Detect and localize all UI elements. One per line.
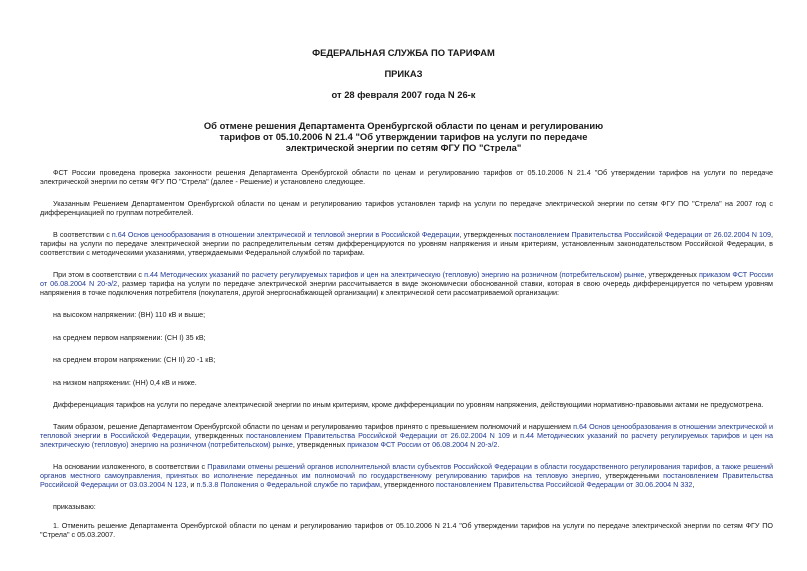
title-line: Об отмене решения Департамента Оренбургской области по ценам и регулированию [203,120,604,131]
text-run: , размер тарифа на услуги по передаче электрической энергии рассчитывается в виде экономически обоснованной ставки, которая в свою очередь дифференцируется по четырем уровням напряжения в точке подключения потребителя (покупателя, другой энергоснабжающей организации) к электрической сети рассматриваемой организации: [40,279,773,298]
document-date: от 28 февраля 2007 года N 26-к [331,89,476,100]
link-methodical-guidelines[interactable]: п.44 Методических указаний по расчету регулируемых тарифов и цен на электрическую (тепловую) энергию на розничном (потребительском) рынке [144,269,645,279]
text-run: , и [186,480,197,490]
text-run: , утвержденного [379,480,436,490]
link-fst-order-20e2[interactable]: приказом ФСТ России от 06.08.2004 N 20-э/2 [40,269,773,289]
text-run: , утвержденных [292,439,348,449]
paragraph-order-item-1: 1. Отменить решение Департамента Оренбургской области по ценам и регулированию тарифов от 05.10.2006 N 21.4 "Об утверждении тарифов на услуги по передаче электрической энергии по сетям ФГУ ПО "Стрела" с 05.03.2007. [40,520,773,540]
link-government-decree-109[interactable]: постановлением Правительства Российской Федерации от 26.02.2004 N 109 [513,229,772,239]
link-government-decree-123[interactable]: постановлением Правительства Российской Федерации от 03.03.2004 N 123 [40,470,774,490]
document-title [0,120,807,153]
voltage-level-item: на низком напряжении: (НН) 0,4 кВ и ниже. [53,378,197,388]
paragraph-differentiation: Дифференциация тарифов на услуги по передаче электрической энергии по иным критериям, кроме дифференциации по уровням напряжения, действующими нормативно-правовыми актами не предусмотрена. [53,399,764,409]
link-pricing-principles[interactable]: п.64 Основ ценообразования в отношении электрической и тепловой энергии в Российской Федерации [40,421,773,440]
text-run: , утвержденных [644,269,699,279]
paragraph-methodical-guidelines [40,270,773,298]
link-government-decree-109[interactable]: постановлением Правительства Российской Федерации от 26.02.2004 N 109 [246,430,510,440]
link-fst-regulation[interactable]: п.5.3.8 Положения о Федеральной службе по тарифам [196,480,380,490]
paragraph-tariff-set: Указанным Решением Департаментом Оренбургской области по ценам и регулированию тарифов установлен тариф на услуги по передаче электрической энергии по сетям ФГУ ПО "Стрела" на 2007 год с дифференциацией по группам потребителей. [40,198,773,218]
agency-name: ФЕДЕРАЛЬНАЯ СЛУЖБА ПО ТАРИФАМ [312,47,495,58]
link-methodical-guidelines[interactable]: п.44 Методических указаний по расчету регулируемых тарифов и цен на электрическую (тепловую) энергию на розничном (потребительском) рынке [40,430,774,449]
link-cancellation-rules[interactable]: Правилами отмены решений органов исполнительной власти субъектов Российской Федерации в области государственного регулирования тарифов, а также решений органов местного самоуправления, принятых во исполнение переданных им полномочий по государственному регулированию тарифов на тепловую энергию [40,461,773,480]
paragraph-inspection: ФСТ России проведена проверка законности решения Департамента Оренбургской области по ценам и регулированию тарифов от 05.10.2006 N 21.4 "Об утверждении тарифов на услуги по передаче электрической энергии по сетям ФГУ ПО "Стрела" (далее - Решение) и установлено следующее. [40,168,773,187]
voltage-level-item: на высоком напряжении: (ВН) 110 кВ и выше; [53,310,206,320]
text-run: . [497,439,500,449]
title-line: электрической энергии по сетям ФГУ ПО "Стрела" [285,142,522,153]
text-run: , утвержденных [459,229,514,239]
text-run: При этом в соответствии с [53,269,145,279]
link-government-decree-332[interactable]: постановлением Правительства Российской Федерации от 30.06.2004 N 332 [435,480,693,490]
link-fst-order-20e2[interactable]: приказом ФСТ России от 06.08.2004 N 20-э/2 [347,439,498,449]
paragraph-conclusion [40,422,773,450]
link-pricing-principles[interactable]: п.64 Основ ценообразования в отношении электрической и тепловой энергии в Российской Федерации [111,229,460,239]
text-run: , утвержденных [189,430,247,440]
paragraph-legal-basis [40,462,773,490]
paragraph-order-verb: приказываю: [53,501,96,511]
voltage-level-item: на среднем первом напряжении: (СН I) 35 кВ; [53,332,206,342]
text-run: , тарифы на услуги по передаче электрической энергии по распределительным сетям дифференцируются по уровням напряжения и иным критериям, установленным законодательством Российской Федерации, в соответствии с методическими указаниями, утверждаемыми Федеральной службой по тарифам. [40,229,774,258]
text-run: и [509,430,521,440]
title-line: тарифов от 05.10.2006 N 21.4 "Об утверждении тарифов на услуги по передаче [219,131,588,142]
document-body [40,168,773,539]
document-type: ПРИКАЗ [384,68,423,79]
text-run: , [692,480,695,490]
text-run: На основании изложенного, в соответствии с [53,461,208,471]
text-run: В соответствии с [53,229,112,239]
paragraph-pricing-basis [40,230,773,258]
text-run: Таким образом, решение Департаментом Оренбургской области по ценам и регулированию тарифов принято с превышением полномочий и нарушением [53,421,574,431]
text-run: , утвержденными [599,470,664,480]
voltage-level-item: на среднем втором напряжении: (СН II) 20 -1 кВ; [53,355,216,365]
